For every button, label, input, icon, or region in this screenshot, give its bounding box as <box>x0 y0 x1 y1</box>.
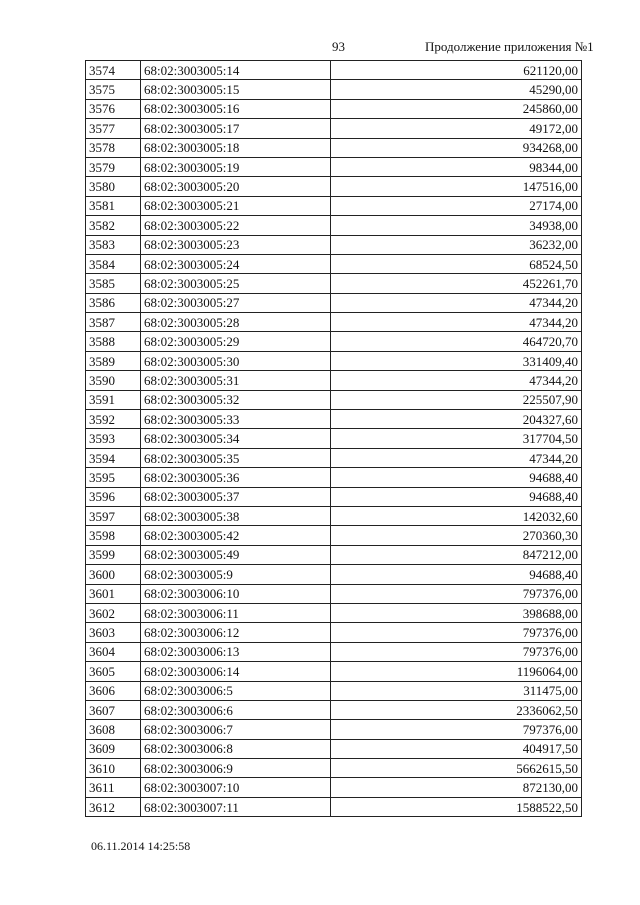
row-number: 3606 <box>86 681 141 700</box>
amount-value: 311475,00 <box>331 681 582 700</box>
cadastral-number: 68:02:3003006:12 <box>141 623 331 642</box>
amount-value: 68524,50 <box>331 254 582 273</box>
table-row <box>86 293 582 312</box>
amount-value: 934268,00 <box>331 138 582 157</box>
amount-value: 204327,60 <box>331 410 582 429</box>
amount-value: 47344,20 <box>331 448 582 467</box>
table-row <box>86 235 582 254</box>
table-row <box>86 565 582 584</box>
row-number: 3608 <box>86 720 141 739</box>
table-row <box>86 448 582 467</box>
row-number: 3592 <box>86 410 141 429</box>
table-row <box>86 797 582 816</box>
row-number: 3612 <box>86 797 141 816</box>
cadastral-number: 68:02:3003006:7 <box>141 720 331 739</box>
row-number: 3603 <box>86 623 141 642</box>
row-number: 3575 <box>86 80 141 99</box>
table-row <box>86 371 582 390</box>
row-number: 3596 <box>86 487 141 506</box>
table-row <box>86 274 582 293</box>
row-number: 3578 <box>86 138 141 157</box>
amount-value: 27174,00 <box>331 196 582 215</box>
table-row <box>86 157 582 176</box>
cadastral-number: 68:02:3003005:32 <box>141 390 331 409</box>
table-row <box>86 332 582 351</box>
row-number: 3588 <box>86 332 141 351</box>
cadastral-number: 68:02:3003005:36 <box>141 468 331 487</box>
page-number: 93 <box>332 39 345 54</box>
table-row <box>86 196 582 215</box>
amount-value: 797376,00 <box>331 720 582 739</box>
cadastral-number: 68:02:3003005:35 <box>141 448 331 467</box>
table-row <box>86 138 582 157</box>
cadastral-number: 68:02:3003006:6 <box>141 700 331 719</box>
amount-value: 98344,00 <box>331 157 582 176</box>
cadastral-number: 68:02:3003005:31 <box>141 371 331 390</box>
row-number: 3610 <box>86 759 141 778</box>
amount-value: 404917,50 <box>331 739 582 758</box>
amount-value: 452261,70 <box>331 274 582 293</box>
amount-value: 872130,00 <box>331 778 582 797</box>
row-number: 3611 <box>86 778 141 797</box>
row-number: 3585 <box>86 274 141 293</box>
amount-value: 797376,00 <box>331 642 582 661</box>
amount-value: 142032,60 <box>331 506 582 525</box>
table-row <box>86 410 582 429</box>
table-row <box>86 623 582 642</box>
row-number: 3589 <box>86 351 141 370</box>
table-row <box>86 390 582 409</box>
table-row <box>86 506 582 525</box>
amount-value: 47344,20 <box>331 371 582 390</box>
amount-value: 1196064,00 <box>331 662 582 681</box>
amount-value: 847212,00 <box>331 545 582 564</box>
row-number: 3598 <box>86 526 141 545</box>
amount-value: 36232,00 <box>331 235 582 254</box>
row-number: 3602 <box>86 603 141 622</box>
table-row <box>86 313 582 332</box>
amount-value: 225507,90 <box>331 390 582 409</box>
table-row <box>86 80 582 99</box>
cadastral-number: 68:02:3003005:20 <box>141 177 331 196</box>
cadastral-table <box>85 60 582 817</box>
cadastral-number: 68:02:3003006:9 <box>141 759 331 778</box>
row-number: 3604 <box>86 642 141 661</box>
cadastral-number: 68:02:3003005:16 <box>141 99 331 118</box>
cadastral-number: 68:02:3003007:10 <box>141 778 331 797</box>
row-number: 3580 <box>86 177 141 196</box>
table-row <box>86 216 582 235</box>
table-row <box>86 99 582 118</box>
cadastral-number: 68:02:3003005:42 <box>141 526 331 545</box>
cadastral-number: 68:02:3003006:13 <box>141 642 331 661</box>
cadastral-number: 68:02:3003005:37 <box>141 487 331 506</box>
cadastral-number: 68:02:3003006:10 <box>141 584 331 603</box>
amount-value: 398688,00 <box>331 603 582 622</box>
row-number: 3594 <box>86 448 141 467</box>
amount-value: 797376,00 <box>331 584 582 603</box>
amount-value: 317704,50 <box>331 429 582 448</box>
cadastral-number: 68:02:3003005:9 <box>141 565 331 584</box>
cadastral-number: 68:02:3003005:21 <box>141 196 331 215</box>
cadastral-number: 68:02:3003005:49 <box>141 545 331 564</box>
table-row <box>86 429 582 448</box>
table-row <box>86 487 582 506</box>
cadastral-number: 68:02:3003005:23 <box>141 235 331 254</box>
cadastral-number: 68:02:3003005:38 <box>141 506 331 525</box>
cadastral-number: 68:02:3003005:22 <box>141 216 331 235</box>
table-row <box>86 681 582 700</box>
table-row <box>86 739 582 758</box>
cadastral-number: 68:02:3003005:17 <box>141 119 331 138</box>
amount-value: 1588522,50 <box>331 797 582 816</box>
row-number: 3576 <box>86 99 141 118</box>
amount-value: 47344,20 <box>331 293 582 312</box>
cadastral-number: 68:02:3003005:15 <box>141 80 331 99</box>
cadastral-number: 68:02:3003006:8 <box>141 739 331 758</box>
cadastral-number: 68:02:3003005:29 <box>141 332 331 351</box>
row-number: 3586 <box>86 293 141 312</box>
row-number: 3605 <box>86 662 141 681</box>
row-number: 3574 <box>86 61 141 80</box>
amount-value: 147516,00 <box>331 177 582 196</box>
cadastral-number: 68:02:3003005:25 <box>141 274 331 293</box>
row-number: 3582 <box>86 216 141 235</box>
table-row <box>86 119 582 138</box>
row-number: 3579 <box>86 157 141 176</box>
table-row <box>86 254 582 273</box>
table-row <box>86 526 582 545</box>
table-row <box>86 468 582 487</box>
amount-value: 94688,40 <box>331 565 582 584</box>
row-number: 3595 <box>86 468 141 487</box>
row-number: 3587 <box>86 313 141 332</box>
amount-value: 621120,00 <box>331 61 582 80</box>
cadastral-number: 68:02:3003005:27 <box>141 293 331 312</box>
cadastral-number: 68:02:3003006:5 <box>141 681 331 700</box>
row-number: 3584 <box>86 254 141 273</box>
cadastral-number: 68:02:3003005:33 <box>141 410 331 429</box>
cadastral-number: 68:02:3003006:11 <box>141 603 331 622</box>
row-number: 3591 <box>86 390 141 409</box>
table-row <box>86 662 582 681</box>
table-row <box>86 351 582 370</box>
cadastral-number: 68:02:3003005:34 <box>141 429 331 448</box>
row-number: 3607 <box>86 700 141 719</box>
row-number: 3581 <box>86 196 141 215</box>
cadastral-number: 68:02:3003007:11 <box>141 797 331 816</box>
cadastral-number: 68:02:3003005:24 <box>141 254 331 273</box>
amount-value: 45290,00 <box>331 80 582 99</box>
amount-value: 245860,00 <box>331 99 582 118</box>
amount-value: 2336062,50 <box>331 700 582 719</box>
row-number: 3590 <box>86 371 141 390</box>
cadastral-number: 68:02:3003005:19 <box>141 157 331 176</box>
amount-value: 270360,30 <box>331 526 582 545</box>
table-row <box>86 545 582 564</box>
appendix-title: Продолжение приложения №1 <box>425 39 594 54</box>
row-number: 3593 <box>86 429 141 448</box>
row-number: 3600 <box>86 565 141 584</box>
amount-value: 34938,00 <box>331 216 582 235</box>
table-row <box>86 759 582 778</box>
table-row <box>86 177 582 196</box>
table-row <box>86 700 582 719</box>
cadastral-number: 68:02:3003005:18 <box>141 138 331 157</box>
row-number: 3609 <box>86 739 141 758</box>
row-number: 3583 <box>86 235 141 254</box>
amount-value: 94688,40 <box>331 487 582 506</box>
amount-value: 797376,00 <box>331 623 582 642</box>
amount-value: 331409,40 <box>331 351 582 370</box>
cadastral-number: 68:02:3003005:28 <box>141 313 331 332</box>
table-row <box>86 584 582 603</box>
table-row <box>86 61 582 80</box>
cadastral-number: 68:02:3003005:30 <box>141 351 331 370</box>
table-body <box>86 61 582 817</box>
row-number: 3599 <box>86 545 141 564</box>
amount-value: 94688,40 <box>331 468 582 487</box>
row-number: 3601 <box>86 584 141 603</box>
amount-value: 5662615,50 <box>331 759 582 778</box>
table-row <box>86 603 582 622</box>
table-row <box>86 642 582 661</box>
amount-value: 464720,70 <box>331 332 582 351</box>
table-row <box>86 720 582 739</box>
table-row <box>86 778 582 797</box>
row-number: 3577 <box>86 119 141 138</box>
amount-value: 49172,00 <box>331 119 582 138</box>
amount-value: 47344,20 <box>331 313 582 332</box>
footer-timestamp: 06.11.2014 14:25:58 <box>91 839 191 853</box>
cadastral-number: 68:02:3003006:14 <box>141 662 331 681</box>
row-number: 3597 <box>86 506 141 525</box>
cadastral-number: 68:02:3003005:14 <box>141 61 331 80</box>
